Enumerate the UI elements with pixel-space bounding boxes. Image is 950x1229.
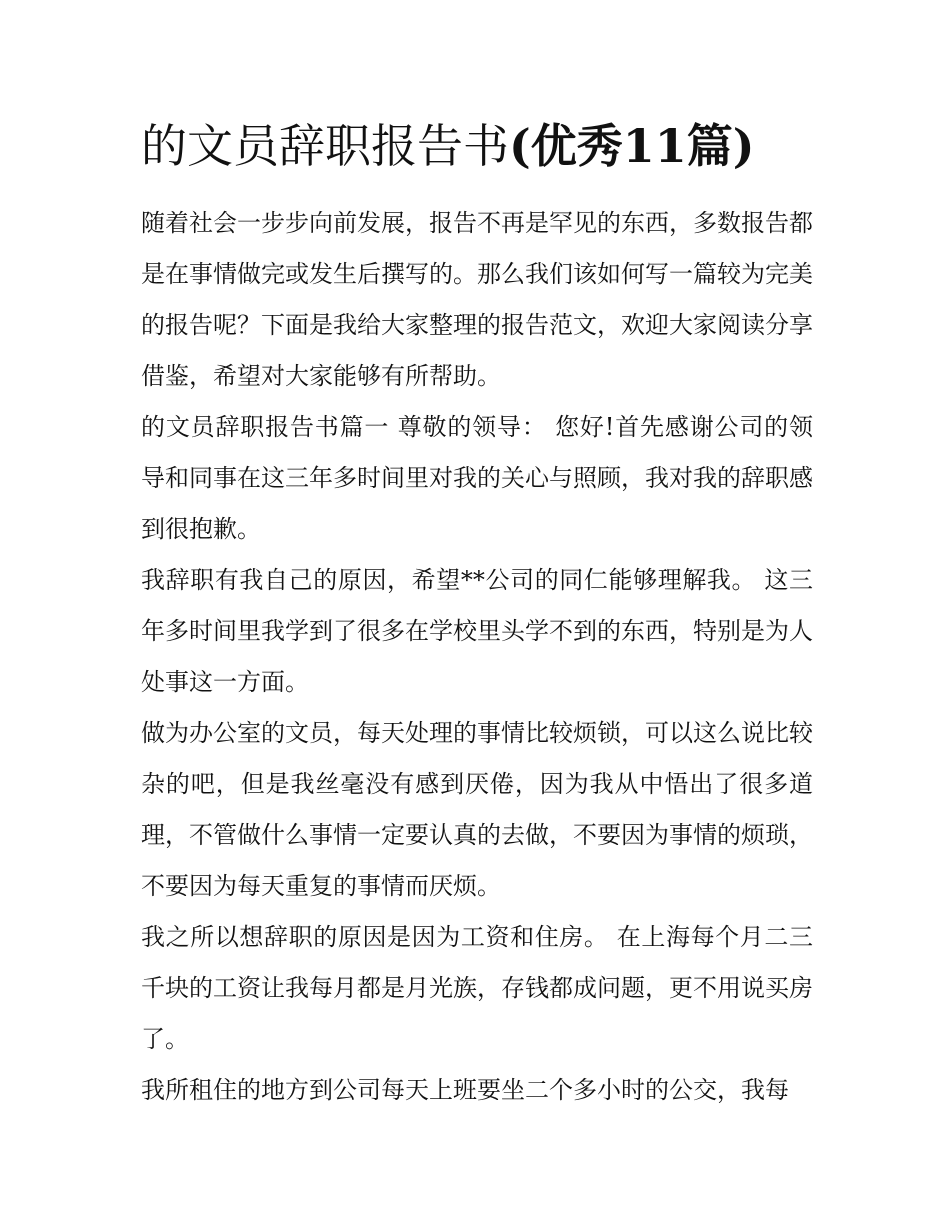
paragraph: 我之所以想辞职的原因是因为工资和住房。 在上海每个月二三千块的工资让我每月都是月光族，存钱都成问题，更不用说买房了。 [141, 923, 813, 1053]
paragraph: 我所租住的地方到公司每天上班要坐二个多小时的公交，我每 [141, 1076, 789, 1104]
document-body [141, 198, 813, 1116]
paragraph: 随着社会一步步向前发展，报告不再是罕见的东西，多数报告都是在事情做完或发生后撰写的。那么我们该如何写一篇较为完美的报告呢？下面是我给大家整理的报告范文，欢迎大家阅读分享借鉴，希望对大家能够有所帮助。 [141, 209, 813, 390]
document-title [141, 112, 813, 180]
document-page [141, 112, 813, 1116]
paragraph: 我辞职有我自己的原因，希望**公司的同仁能够理解我。 这三年多时间里我学到了很多在学校里头学不到的东西，特别是为人处事这一方面。 [141, 566, 813, 696]
paragraph: 做为办公室的文员，每天处理的事情比较烦锁，可以这么说比较杂的吧，但是我丝毫没有感到厌倦，因为我从中悟出了很多道理，不管做什么事情一定要认真的去做，不要因为事情的烦琐，不要因为每天重复的事情而厌烦。 [141, 719, 813, 900]
paragraph: 的文员辞职报告书篇一 尊敬的领导： 您好!首先感谢公司的领导和同事在这三年多时间里对我的关心与照顾，我对我的辞职感到很抱歉。 [141, 413, 813, 543]
title-suffix: (优秀11篇) [509, 119, 755, 173]
title-main: 的文员辞职报告书 [141, 119, 509, 173]
